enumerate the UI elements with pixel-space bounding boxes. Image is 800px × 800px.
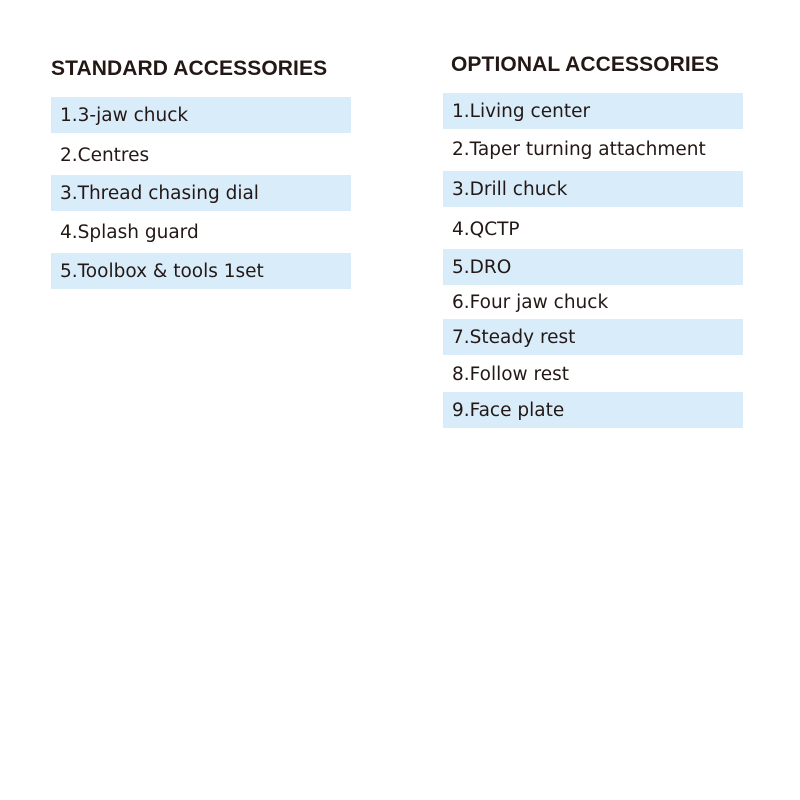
optional-item bbox=[443, 284, 743, 320]
optional-item-label: 2.Taper turning attachment bbox=[452, 138, 706, 160]
standard-item bbox=[51, 97, 351, 133]
standard-item-label: 3.Thread chasing dial bbox=[60, 182, 259, 204]
standard-item bbox=[51, 214, 351, 250]
standard-item-label: 5.Toolbox & tools 1set bbox=[60, 260, 264, 282]
standard-accessories-title: STANDARD ACCESSORIES bbox=[51, 57, 328, 80]
optional-item-label: 8.Follow rest bbox=[452, 363, 570, 385]
optional-item bbox=[443, 319, 743, 355]
optional-item bbox=[443, 93, 743, 129]
standard-item-label: 4.Splash guard bbox=[60, 221, 199, 243]
optional-item bbox=[443, 131, 743, 167]
optional-item-label: 9.Face plate bbox=[452, 399, 565, 421]
optional-item bbox=[443, 171, 743, 207]
standard-item bbox=[51, 253, 351, 289]
optional-item-label: 7.Steady rest bbox=[452, 326, 576, 348]
standard-item bbox=[51, 137, 351, 173]
optional-item bbox=[443, 249, 743, 285]
optional-item bbox=[443, 392, 743, 428]
optional-item-label: 5.DRO bbox=[452, 256, 512, 278]
standard-item-label: 2.Centres bbox=[60, 144, 150, 166]
optional-item bbox=[443, 356, 743, 392]
optional-item bbox=[443, 211, 743, 247]
optional-item-label: 6.Four jaw chuck bbox=[452, 291, 609, 313]
standard-item-label: 1.3-jaw chuck bbox=[60, 104, 189, 126]
optional-item-label: 3.Drill chuck bbox=[452, 178, 568, 200]
optional-item-label: 1.Living center bbox=[452, 100, 591, 122]
optional-accessories-title: OPTIONAL ACCESSORIES bbox=[451, 53, 720, 76]
optional-item-label: 4.QCTP bbox=[452, 218, 520, 240]
standard-item bbox=[51, 175, 351, 211]
